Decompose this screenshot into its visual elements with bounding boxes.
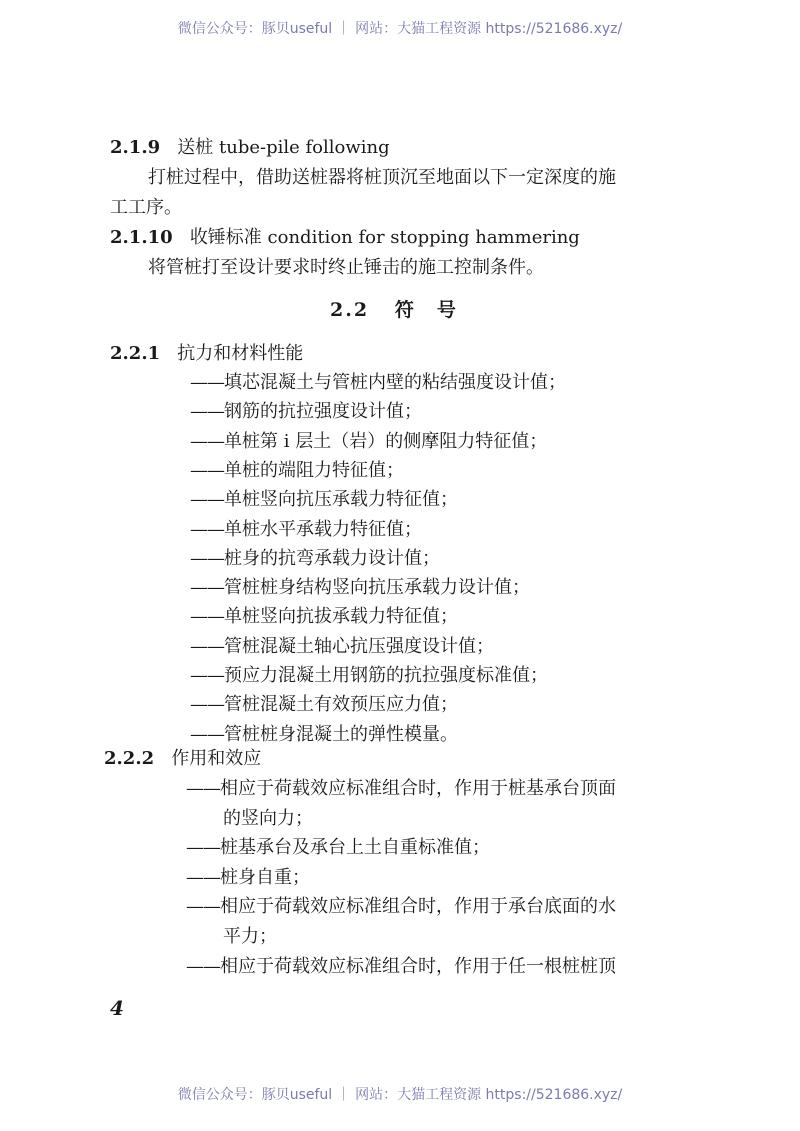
clause-title: 收锤标准 condition for stopping hammering xyxy=(189,227,580,248)
symbol-definition xyxy=(190,400,422,424)
section-name: 符 号 xyxy=(394,299,458,321)
definition-dash: —— xyxy=(190,430,224,452)
definition-dash: —— xyxy=(190,518,224,540)
definition-dash: —— xyxy=(186,778,220,799)
symbol-definition xyxy=(190,605,458,629)
section-number: 2.2 xyxy=(330,299,370,321)
clause-2-1-10-heading xyxy=(110,226,580,250)
watermark-bottom: 微信公众号：豚贝useful ｜ 网站：大猫工程资源 https://521686.xyz/ xyxy=(177,1087,623,1103)
symbol-definition xyxy=(190,547,440,571)
definition-dash: —— xyxy=(190,459,224,481)
page-number: 4 xyxy=(110,996,124,1020)
definition-text: 相应于荷载效应标准组合时，作用于桩基承台顶面 xyxy=(220,778,616,799)
definition-dash: —— xyxy=(190,577,224,599)
definition-text: 钢筋的抗拉强度设计值； xyxy=(224,401,422,423)
definition-text: 单桩的端阻力特征值； xyxy=(224,459,404,481)
symbol-definition xyxy=(190,635,494,659)
subsection-2-2-1-heading xyxy=(110,342,303,366)
definition-text: 管桩桩身结构竖向抗压承载力设计值； xyxy=(224,577,530,599)
symbol-definition xyxy=(186,836,490,860)
definition-text: 单桩竖向抗拔承载力特征值； xyxy=(224,606,458,628)
definition-dash: —— xyxy=(190,606,224,628)
symbol-definition xyxy=(186,895,616,919)
definition-text: 单桩第 i 层土（岩）的侧摩阻力特征值； xyxy=(224,430,548,452)
definition-text: 管桩混凝土轴心抗压强度设计值； xyxy=(224,635,494,657)
symbol-definition xyxy=(190,488,458,512)
definition-text: 单桩竖向抗压承载力特征值； xyxy=(224,489,458,511)
definition-text: 相应于荷载效应标准组合时，作用于任一根桩桩顶 xyxy=(220,955,616,977)
symbol-definition xyxy=(190,576,530,600)
definition-text: 管桩混凝土有效预压应力值； xyxy=(224,694,458,716)
clause-2-1-10-body-1: 将管桩打至设计要求时终止锤击的施工控制条件。 xyxy=(148,257,544,278)
definition-dash: —— xyxy=(190,372,224,393)
definition-dash: —— xyxy=(186,866,220,888)
clause-2-1-9-body-2: 工工序。 xyxy=(110,197,182,218)
symbol-definition xyxy=(190,430,547,454)
definition-dash: —— xyxy=(186,896,220,918)
symbol-definition xyxy=(190,664,548,688)
subsection-number: 2.2.1 xyxy=(110,343,161,364)
clause-title: 送桩 tube-pile following xyxy=(177,137,390,158)
symbol-definition xyxy=(190,459,404,483)
symbol-definition xyxy=(190,693,458,717)
clause-2-1-9-heading xyxy=(110,136,390,160)
definition-dash: —— xyxy=(186,837,220,859)
clause-2-1-9-body-1: 打桩过程中，借助送桩器将桩顶沉至地面以下一定深度的施 xyxy=(148,167,616,188)
definition-text: 相应于荷载效应标准组合时，作用于承台底面的水 xyxy=(220,896,616,918)
symbol-definition xyxy=(186,777,616,801)
section-2-2-title xyxy=(330,298,458,322)
subsection-title: 抗力和材料性能 xyxy=(177,343,304,364)
symbol-definition xyxy=(190,723,458,747)
definition-dash: —— xyxy=(190,723,224,745)
definition-text: 桩身自重； xyxy=(220,866,310,888)
definition-dash: —— xyxy=(190,665,224,686)
symbol-definition xyxy=(190,518,422,542)
clause-number: 2.1.9 xyxy=(110,137,161,158)
symbol-definition xyxy=(186,955,616,979)
subsection-number: 2.2.2 xyxy=(104,748,155,769)
definition-dash: —— xyxy=(190,635,224,657)
definition-continuation: 的竖向力； xyxy=(223,807,313,829)
definition-dash: —— xyxy=(190,401,224,423)
definition-dash: —— xyxy=(190,547,224,569)
definition-text: 桩基承台及承台上土自重标准值； xyxy=(220,837,490,859)
definition-text: 填芯混凝土与管桩内壁的粘结强度设计值； xyxy=(224,372,566,393)
subsection-title: 作用和效应 xyxy=(171,748,262,769)
watermark-top: 微信公众号：豚贝useful ｜ 网站：大猫工程资源 https://521686.xyz/ xyxy=(177,21,623,37)
symbol-definition xyxy=(190,371,566,395)
definition-continuation: 平力； xyxy=(223,926,277,947)
clause-number: 2.1.10 xyxy=(110,227,173,248)
definition-text: 预应力混凝土用钢筋的抗拉强度标准值； xyxy=(224,665,548,686)
subsection-2-2-2-heading xyxy=(104,747,261,771)
definition-text: 单桩水平承载力特征值； xyxy=(224,518,422,540)
definition-dash: —— xyxy=(190,489,224,511)
definition-dash: —— xyxy=(190,694,224,716)
definition-text: 桩身的抗弯承载力设计值； xyxy=(224,547,440,569)
symbol-definition xyxy=(186,866,310,890)
definition-dash: —— xyxy=(186,955,220,977)
definition-text: 管桩桩身混凝土的弹性模量。 xyxy=(224,723,458,745)
